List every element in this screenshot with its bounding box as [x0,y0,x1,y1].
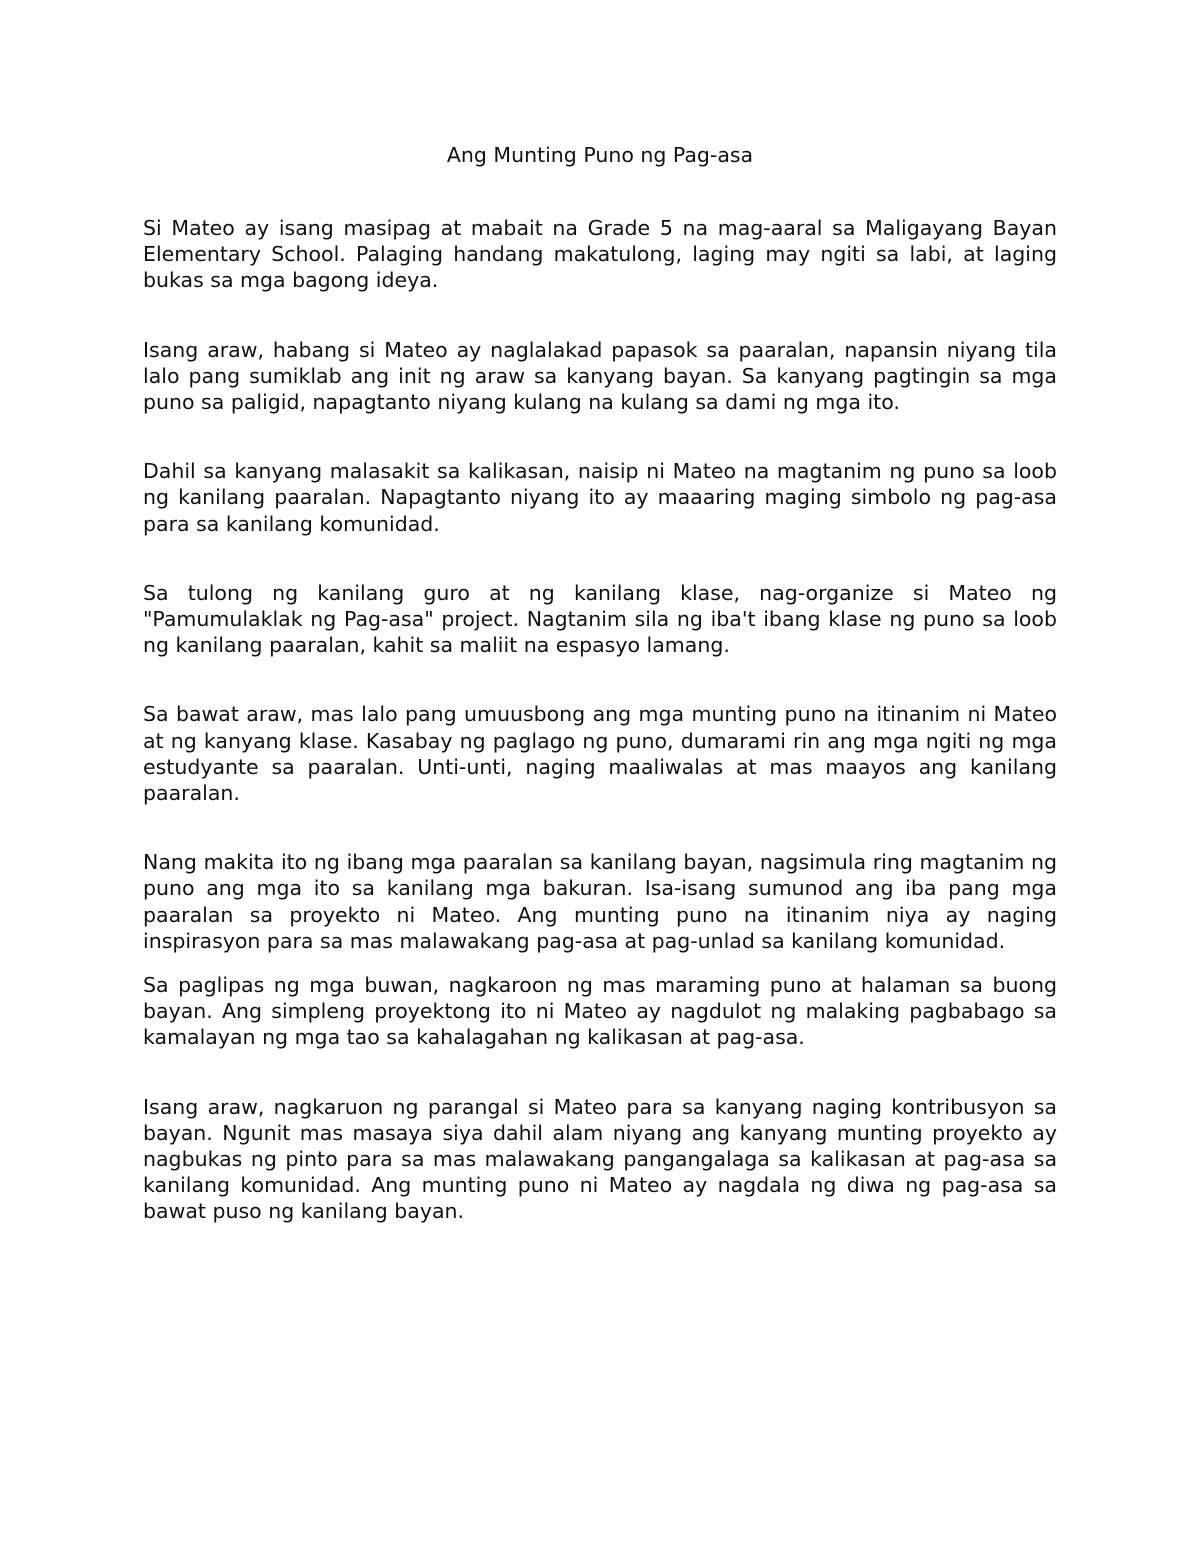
paragraph-5: Sa bawat araw, mas lalo pang umuusbong ang mga munting puno na itinanim ni Mateo at ng kanyang klase. Kasabay ng paglago ng puno, dumarami rin ang mga ngiti ng mga estudyante sa paaralan. Unti-unti, naging maaliwalas at mas maayos ang kanilang paaralan. [143,702,1057,806]
paragraph-7: Sa paglipas ng mga buwan, nagkaroon ng mas maraming puno at halaman sa buong bayan. Ang simpleng proyektong ito ni Mateo ay nagdulot ng malaking pagbabago sa kamalayan ng mga tao sa kahalagahan ng kalikasan at pag-asa. [143,973,1057,1050]
paragraph-4: Sa tulong ng kanilang guro at ng kanilang klase, nag-organize si Mateo ng "Pamumulaklak ng Pag-asa" project. Nagtanim sila ng iba't ibang klase ng puno sa loob ng kanilang paaralan, kahit sa maliit na espasyo lamang. [143,580,1057,658]
paragraph-8: Isang araw, nagkaruon ng parangal si Mateo para sa kanyang naging kontribusyon sa bayan. Ngunit mas masaya siya dahil alam niyang ang kanyang munting proyekto ay nagbukas ng pinto para sa mas malawakang pangangalaga sa kalikasan at pag-asa sa kanilang komunidad. Ang munting puno ni Mateo ay nagdala ng diwa ng pag-asa sa bawat puso ng kanilang bayan. [143,1094,1057,1224]
paragraph-1: Si Mateo ay isang masipag at mabait na Grade 5 na mag-aaral sa Maligayang Bayan Elementary School. Palaging handang makatulong, laging may ngiti sa labi, at laging bukas sa mga bagong ideya. [143,216,1057,293]
document-title: Ang Munting Puno ng Pag-asa [446,143,754,167]
paragraph-6: Nang makita ito ng ibang mga paaralan sa kanilang bayan, nagsimula ring magtanim ng puno ang mga ito sa kanilang mga bakuran. Isa-isang sumunod ang iba pang mga paaralan sa proyekto ni Mateo. Ang munting puno na itinanim niya ay naging inspirasyon para sa mas malawakang pag-asa at pag-unlad sa kanilang komunidad. [143,850,1057,953]
paragraph-3: Dahil sa kanyang malasakit sa kalikasan, naisip ni Mateo na magtanim ng puno sa loob ng kanilang paaralan. Napagtanto niyang ito ay maaaring maging simbolo ng pag-asa para sa kanilang komunidad. [143,459,1057,536]
paragraph-2: Isang araw, habang si Mateo ay naglalakad papasok sa paaralan, napansin niyang tila lalo pang sumiklab ang init ng araw sa kanyang bayan. Sa kanyang pagtingin sa mga puno sa paligid, napagtanto niyang kulang na kulang sa dami ng mga ito. [143,337,1057,415]
document-body [143,140,1057,1225]
